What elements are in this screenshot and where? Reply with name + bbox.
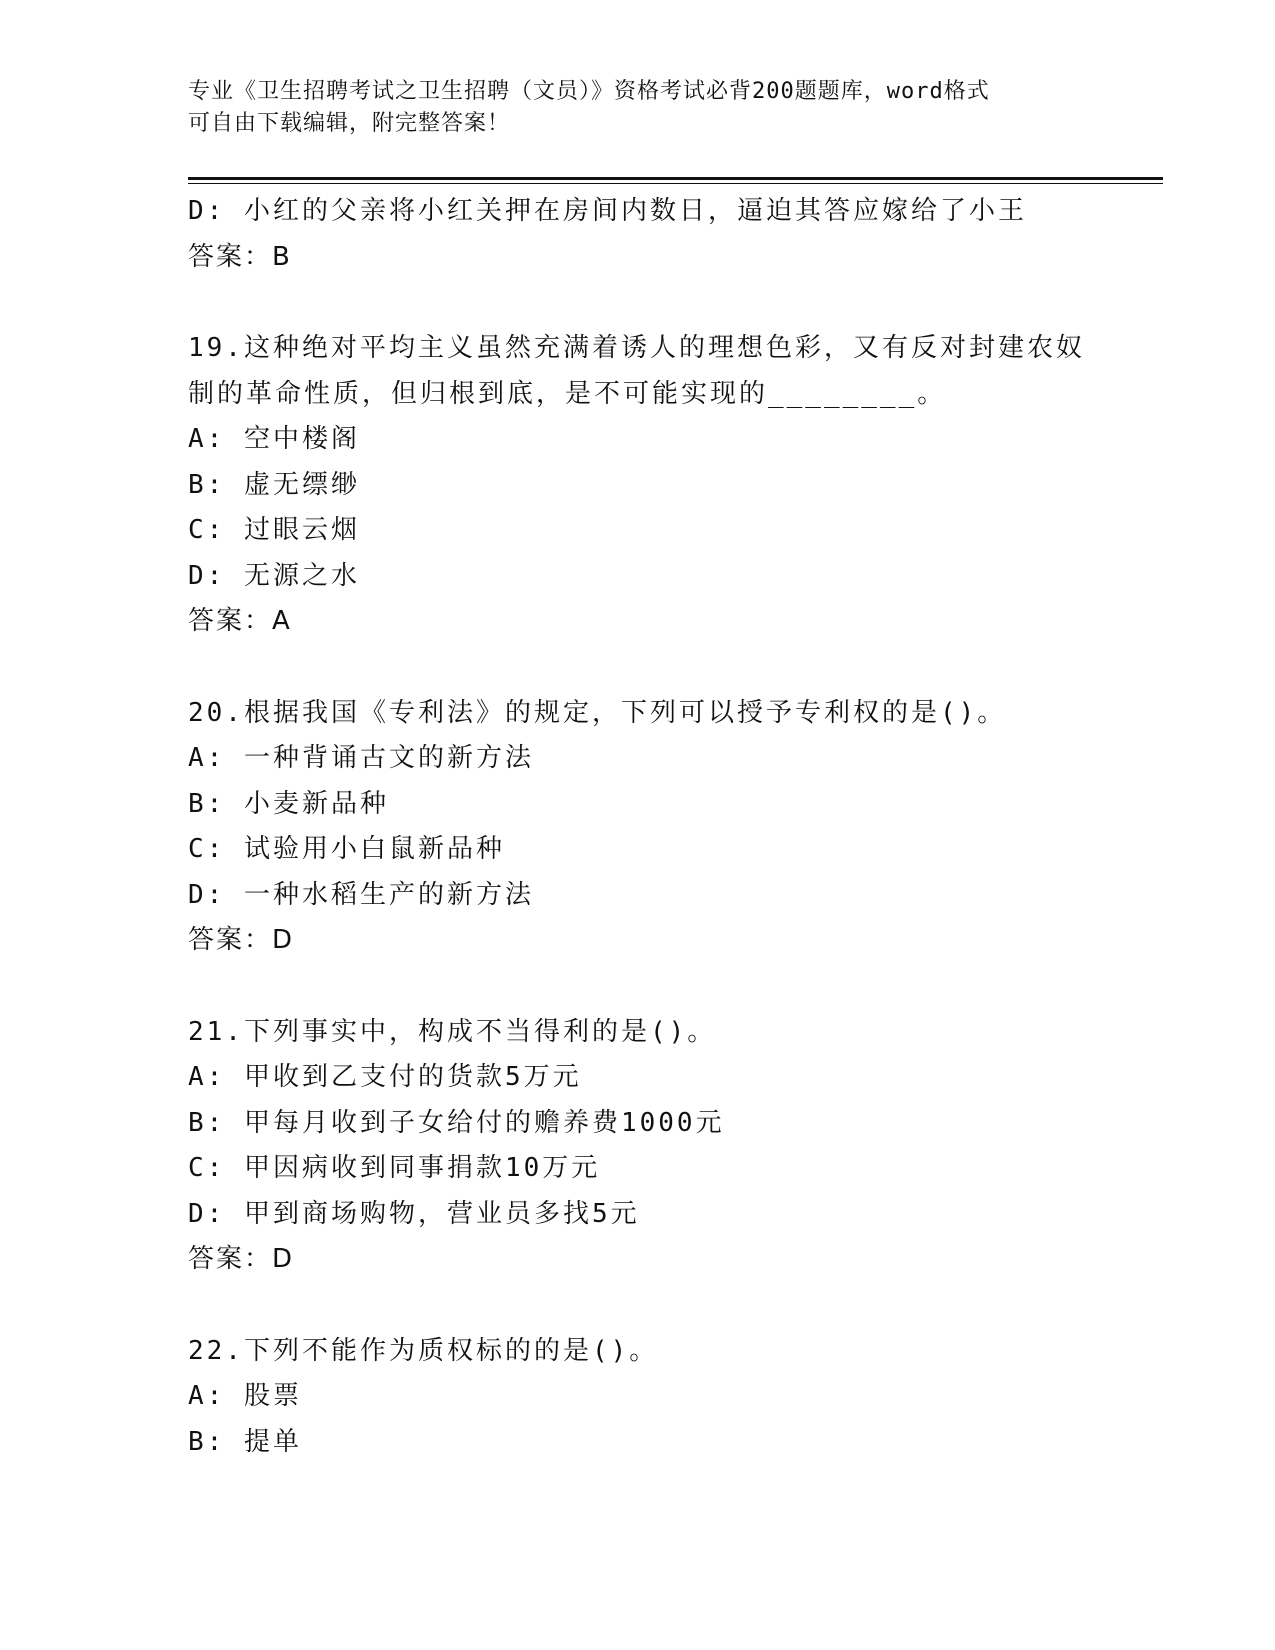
option-a: A: 一种背诵古文的新方法 — [188, 743, 534, 773]
option-d: D: 无源之水 — [188, 560, 360, 591]
document-header — [188, 76, 1088, 140]
question-stem: 21.下列事实中，构成不当得利的是()。 — [188, 1016, 717, 1047]
question-21 — [188, 1010, 1088, 1283]
question-stem: 22.下列不能作为质权标的的是()。 — [188, 1335, 659, 1366]
answer-line: 答案：D — [188, 925, 295, 955]
header-rule-thick — [188, 177, 1163, 180]
header-title-line-1: 专业《卫生招聘考试之卫生招聘（文员）》资格考试必背200题题库，word格式 — [188, 79, 990, 104]
question-22 — [188, 1329, 1088, 1466]
option-c: C: 试验用小白鼠新品种 — [188, 834, 505, 864]
header-rule-thin — [188, 183, 1163, 184]
answer-line: 答案：B — [188, 241, 292, 272]
option-c: C: 甲因病收到同事捐款10万元 — [188, 1153, 601, 1183]
option-b: B: 提单 — [188, 1426, 302, 1457]
answer-line: 答案：D — [188, 1244, 295, 1274]
option-d: D: 小红的父亲将小红关押在房间内数日，逼迫其答应嫁给了小王 — [188, 196, 1027, 226]
question-18-tail — [188, 189, 1088, 280]
option-b: B: 虚无缥缈 — [188, 469, 360, 500]
question-list — [188, 189, 1088, 1465]
question-stem-continued: 制的革命性质，但归根到底，是不可能实现的________。 — [188, 378, 947, 409]
option-d: D: 一种水稻生产的新方法 — [188, 879, 534, 910]
option-a: A: 空中楼阁 — [188, 424, 360, 454]
question-19 — [188, 326, 1088, 645]
answer-line: 答案：A — [188, 606, 292, 636]
option-b: B: 甲每月收到子女给付的赡养费1000元 — [188, 1107, 725, 1138]
question-20 — [188, 691, 1088, 964]
option-a: A: 甲收到乙支付的货款5万元 — [188, 1062, 582, 1092]
option-c: C: 过眼云烟 — [188, 515, 360, 545]
option-d: D: 甲到商场购物，营业员多找5元 — [188, 1198, 640, 1229]
option-b: B: 小麦新品种 — [188, 788, 389, 819]
header-title-line-2: 可自由下载编辑，附完整答案！ — [188, 111, 511, 136]
option-a: A: 股票 — [188, 1381, 302, 1411]
question-stem: 19.这种绝对平均主义虽然充满着诱人的理想色彩，又有反对封建农奴 — [188, 333, 1085, 363]
question-stem: 20.根据我国《专利法》的规定，下列可以授予专利权的是()。 — [188, 697, 1007, 728]
